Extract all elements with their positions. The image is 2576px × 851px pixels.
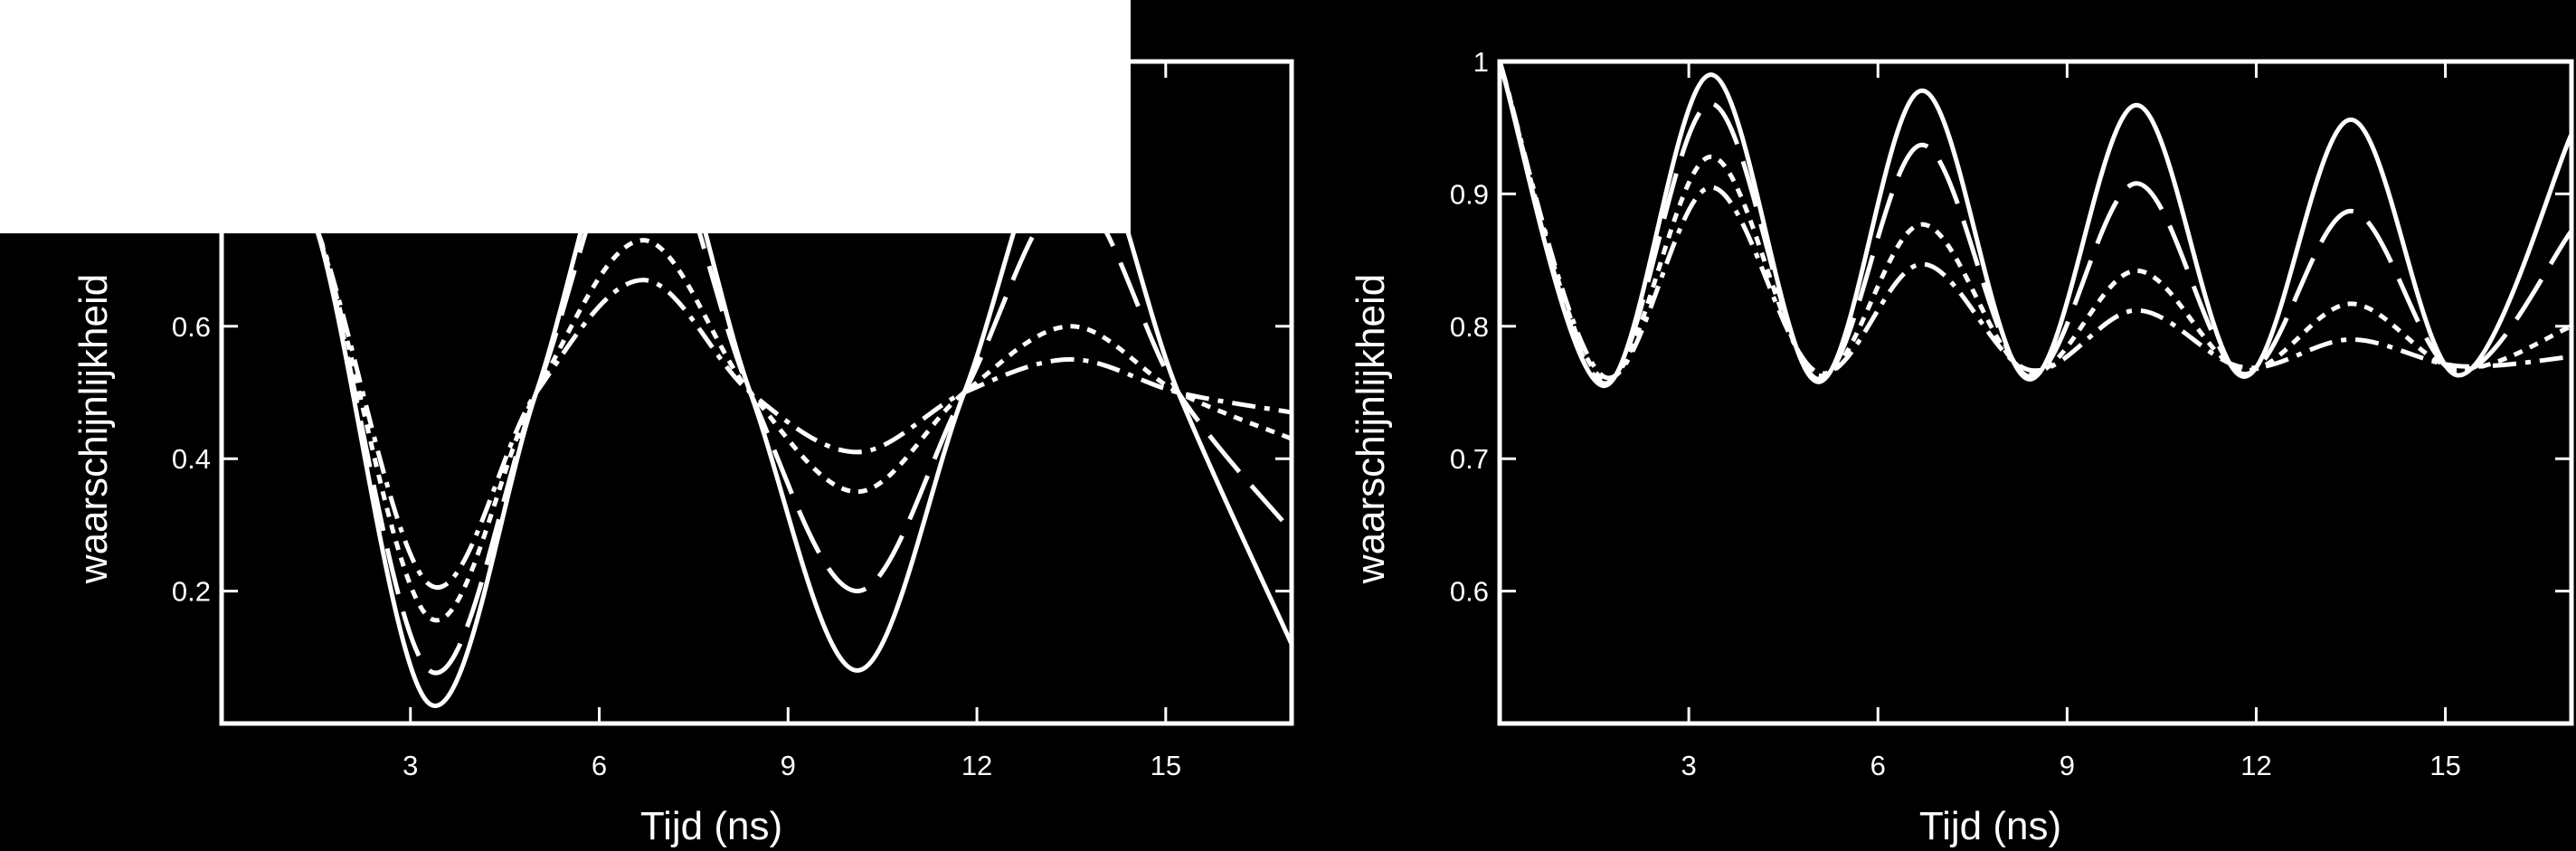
y-tick-label: 0.7 bbox=[1449, 443, 1489, 476]
y-tick-label: 0.2 bbox=[171, 575, 211, 608]
x-tick-label: 12 bbox=[961, 750, 993, 781]
x-tick-label: 9 bbox=[780, 750, 796, 781]
y-axis-title: waarschijnlijkheid bbox=[1349, 273, 1393, 584]
x-axis-title: Tijd (ns) bbox=[1918, 804, 2062, 848]
x-tick-label: 6 bbox=[1870, 750, 1886, 781]
y-axis-title: waarschijnlijkheid bbox=[71, 273, 116, 584]
x-axis-title: Tijd (ns) bbox=[639, 804, 783, 848]
y-tick-label: 0.6 bbox=[1449, 575, 1489, 608]
x-tick-label: 6 bbox=[591, 750, 608, 781]
x-tick-label: 3 bbox=[402, 750, 419, 781]
y-tick-label: 0.9 bbox=[1449, 178, 1489, 211]
x-tick-label: 3 bbox=[1681, 750, 1697, 781]
y-tick-label: 0.6 bbox=[171, 310, 211, 343]
x-tick-label: 9 bbox=[2059, 750, 2075, 781]
x-tick-label: 15 bbox=[1150, 750, 1182, 781]
y-tick-label: 1 bbox=[1473, 46, 1489, 78]
x-tick-label: 12 bbox=[2240, 750, 2272, 781]
y-tick-label: 0.8 bbox=[1449, 310, 1489, 343]
y-tick-label: 0.4 bbox=[171, 443, 211, 476]
x-tick-label: 15 bbox=[2429, 750, 2461, 781]
white-occluding-box bbox=[0, 0, 1131, 233]
